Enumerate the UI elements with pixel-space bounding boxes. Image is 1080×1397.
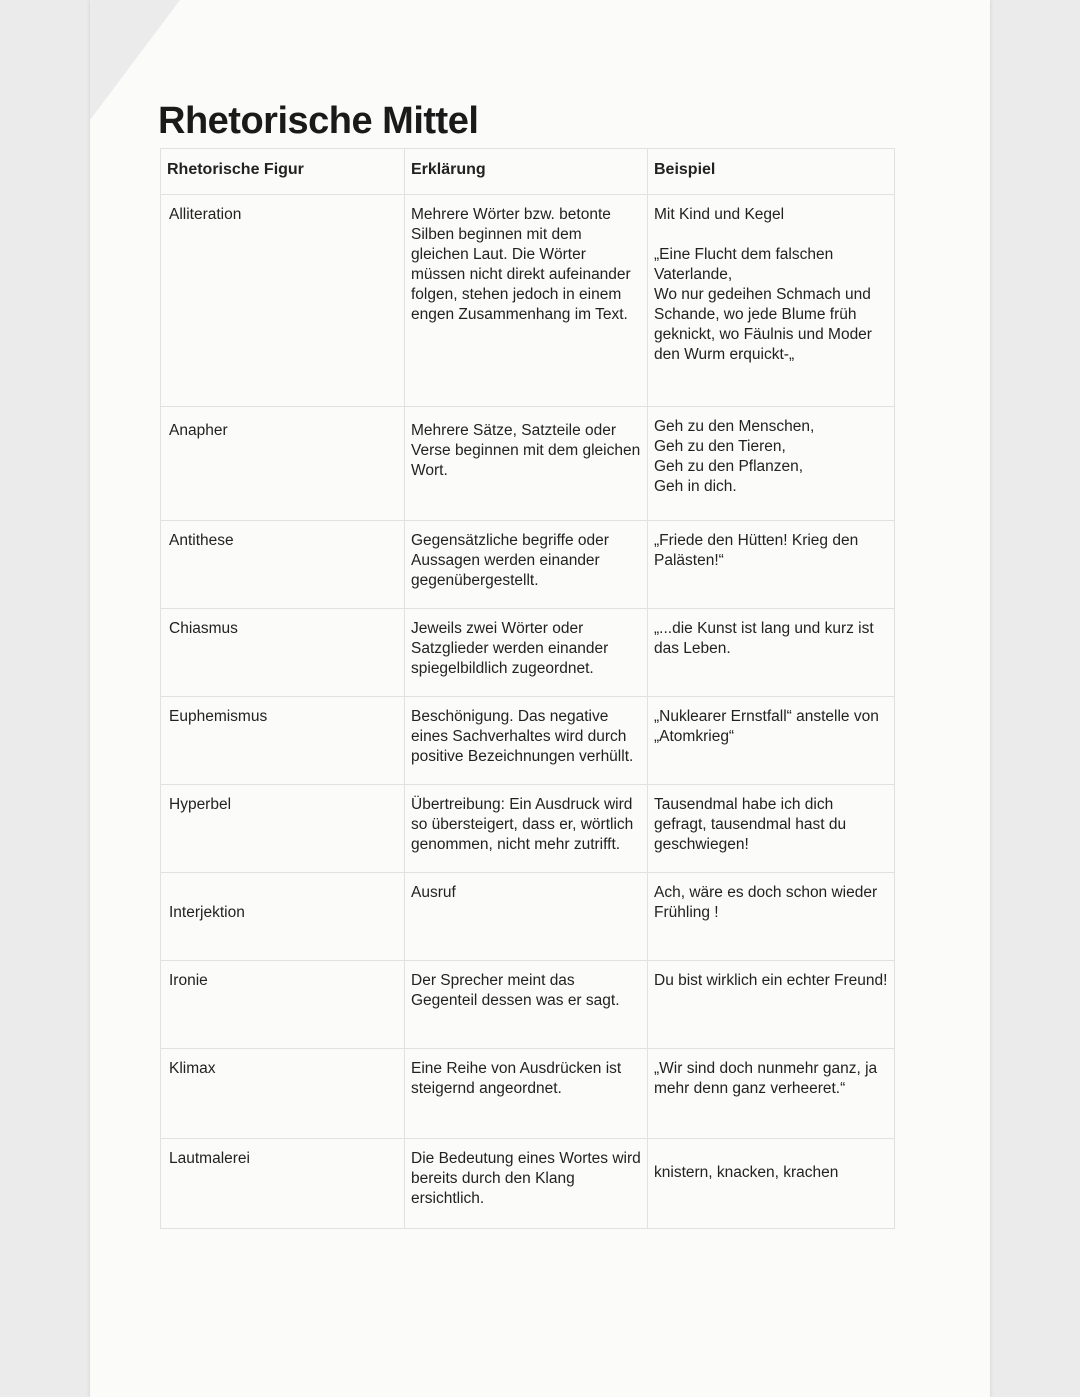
example-cell: Du bist wirklich ein echter Freund! (648, 961, 895, 1049)
explanation-cell: Eine Reihe von Ausdrücken ist steigernd angeordnet. (405, 1049, 648, 1139)
header-example: Beispiel (648, 149, 895, 195)
table-row (161, 697, 895, 785)
example-cell: „Nuklearer Ernstfall“ anstelle von „Atomkrieg“ (648, 697, 895, 785)
explanation-cell: Jeweils zwei Wörter oder Satzglieder werden einander spiegelbildlich zugeordnet. (405, 609, 648, 697)
explanation-cell: Übertreibung: Ein Ausdruck wird so übersteigert, dass er, wörtlich genommen, nicht mehr zutrifft. (405, 785, 648, 873)
page-title: Rhetorische Mittel (158, 100, 479, 142)
table-row (161, 407, 895, 521)
example-cell: knistern, knacken, krachen (648, 1139, 895, 1229)
explanation-cell: Mehrere Sätze, Satzteile oder Verse beginnen mit dem gleichen Wort. (405, 407, 648, 521)
figure-cell: Chiasmus (161, 609, 405, 697)
table-row (161, 873, 895, 961)
figure-cell: Lautmalerei (161, 1139, 405, 1229)
table-row (161, 609, 895, 697)
explanation-cell: Ausruf (405, 873, 648, 961)
explanation-cell: Gegensätzliche begriffe oder Aussagen werden einander gegenübergestellt. (405, 521, 648, 609)
table-row (161, 1139, 895, 1229)
example-cell: Mit Kind und Kegel „Eine Flucht dem falschen Vaterlande, Wo nur gedeihen Schmach und Schande, wo jede Blume früh geknickt, wo Fäulnis und Moder den Wurm erquickt-„ (648, 195, 895, 407)
example-cell: „Wir sind doch nunmehr ganz, ja mehr denn ganz verheeret.“ (648, 1049, 895, 1139)
table-header-row (161, 149, 895, 195)
example-cell: Geh zu den Menschen, Geh zu den Tieren, Geh zu den Pflanzen, Geh in dich. (648, 407, 895, 521)
figure-cell: Ironie (161, 961, 405, 1049)
header-figure: Rhetorische Figur (161, 149, 405, 195)
example-cell: „...die Kunst ist lang und kurz ist das Leben. (648, 609, 895, 697)
figure-cell: Klimax (161, 1049, 405, 1139)
figure-cell: Euphemismus (161, 697, 405, 785)
table-row (161, 195, 895, 407)
table-row (161, 1049, 895, 1139)
table-row (161, 961, 895, 1049)
figure-cell: Anapher (161, 407, 405, 521)
table-row (161, 521, 895, 609)
table-row (161, 785, 895, 873)
explanation-cell: Mehrere Wörter bzw. betonte Silben beginnen mit dem gleichen Laut. Die Wörter müssen nicht direkt aufeinander folgen, stehen jedoch in einem engen Zusammenhang im Text. (405, 195, 648, 407)
rhetoric-table (160, 148, 895, 1229)
example-cell: Ach, wäre es doch schon wieder Frühling ! (648, 873, 895, 961)
example-cell: „Friede den Hütten! Krieg den Palästen!“ (648, 521, 895, 609)
header-explanation: Erklärung (405, 149, 648, 195)
figure-cell: Antithese (161, 521, 405, 609)
figure-cell: Alliteration (161, 195, 405, 407)
explanation-cell: Die Bedeutung eines Wortes wird bereits durch den Klang ersichtlich. (405, 1139, 648, 1229)
explanation-cell: Der Sprecher meint das Gegenteil dessen was er sagt. (405, 961, 648, 1049)
figure-cell: Hyperbel (161, 785, 405, 873)
figure-cell: Interjektion (161, 873, 405, 961)
example-cell: Tausendmal habe ich dich gefragt, tausendmal hast du geschwiegen! (648, 785, 895, 873)
explanation-cell: Beschönigung. Das negative eines Sachverhaltes wird durch positive Bezeichnungen verhüllt. (405, 697, 648, 785)
